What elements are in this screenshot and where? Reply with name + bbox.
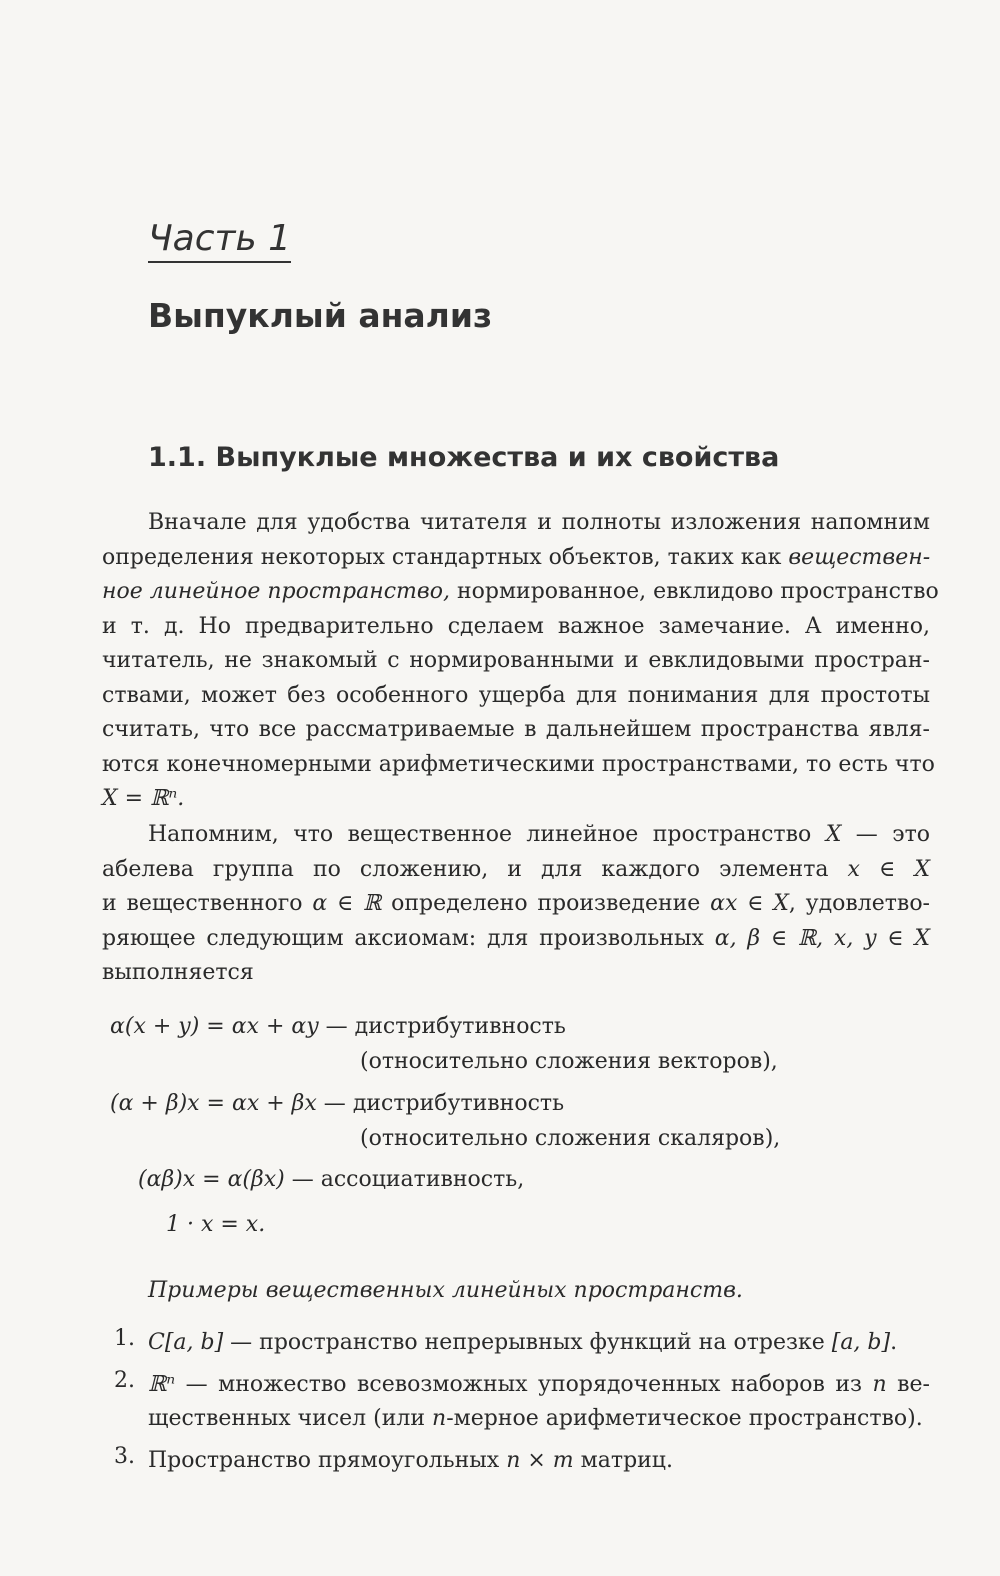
axiom-distributivity-vectors	[110, 1014, 566, 1039]
text-line	[148, 1444, 930, 1478]
axiom-name: дистрибутивность	[354, 1014, 566, 1039]
text-line	[102, 541, 930, 576]
math-span: ℝⁿ	[148, 1372, 176, 1397]
axiom-associativity	[138, 1167, 524, 1192]
text-line	[102, 818, 930, 853]
text-span: -мерное арифметическое пространство).	[446, 1406, 923, 1431]
text-line	[102, 922, 930, 957]
text-span: нормированное, евклидово пространство	[449, 579, 939, 604]
text-span: ве-	[886, 1372, 930, 1397]
part-label: Часть 1	[148, 218, 291, 263]
dash: —	[316, 1091, 353, 1116]
axiom-unit	[166, 1212, 265, 1237]
axiom-note: (относительно сложения скаляров),	[360, 1126, 781, 1151]
math-span: α, β ∈ ℝ, x, y ∈ X	[714, 925, 931, 951]
emphasis-text: веществен-	[788, 544, 931, 570]
math-span: n × m	[506, 1448, 574, 1473]
formula: 1 · x = x.	[166, 1212, 266, 1237]
list-number: 1.	[114, 1326, 135, 1351]
section-title: 1.1. Выпуклые множества и их свойства	[148, 442, 780, 473]
paragraph-definition	[102, 818, 930, 991]
text-line: считать, что все рассматриваемые в дальнейшем пространства явля-	[102, 717, 930, 742]
text-span: определено произведение	[381, 891, 711, 916]
axiom-note: (относительно сложения векторов),	[360, 1049, 778, 1074]
list-text	[148, 1368, 930, 1436]
text-line: и т. д. Но предварительно сделаем важное замечание. А именно,	[102, 613, 930, 639]
text-span: Напомним, что вещественное линейное пространство	[148, 822, 826, 847]
formula: (αβ)x = α(βx)	[138, 1167, 285, 1192]
text-span: щественных чисел (или	[148, 1406, 433, 1431]
math-span: C[a, b]	[148, 1330, 224, 1355]
text-line: читатель, не знакомый с нормированными и евклидовыми простран-	[102, 648, 930, 673]
emphasis-text: ное линейное пространство,	[102, 579, 450, 604]
axiom-distributivity-scalars	[110, 1091, 564, 1116]
text-line	[148, 1368, 930, 1402]
formula: α(x + y) = αx + αy	[110, 1014, 319, 1039]
math-span: x ∈ X	[847, 856, 930, 882]
text-line	[102, 853, 930, 888]
math-span: α ∈ ℝ	[312, 891, 382, 916]
axiom-name: дистрибутивность	[352, 1091, 565, 1116]
text-span: ряющее следующим аксиомам: для произвольных	[102, 925, 715, 951]
text-span: — пространство непрерывных функций на отрезке	[223, 1330, 832, 1355]
text-span: — это	[841, 822, 930, 847]
text-span: Пространство прямоугольных	[148, 1448, 507, 1473]
formula-line: X = ℝⁿ.	[102, 786, 185, 811]
text-span: .	[890, 1330, 898, 1355]
dash: —	[318, 1014, 355, 1039]
examples-title: Примеры вещественных линейных пространств.	[148, 1278, 743, 1303]
part-title: Выпуклый анализ	[148, 296, 493, 335]
text-span: — множество всевозможных упорядоченных наборов из	[175, 1372, 873, 1397]
dash: —	[284, 1167, 321, 1192]
text-line: ствами, может без особенного ущерба для понимания для простоты	[102, 682, 930, 708]
text-line	[102, 887, 930, 922]
text-span: определения некоторых стандартных объектов, таких как	[102, 544, 789, 570]
text-line	[102, 575, 939, 610]
formula: (α + β)x = αx + βx	[110, 1091, 317, 1116]
list-number: 3.	[114, 1444, 135, 1469]
text-span: матриц.	[573, 1448, 673, 1473]
text-span: абелева группа по сложению, и для каждого элемента	[102, 856, 848, 882]
text-line	[148, 1402, 930, 1436]
math-span: X	[825, 822, 842, 847]
list-number: 2.	[114, 1368, 135, 1393]
text-line: ются конечномерными арифметическими пространствами, то есть что	[102, 751, 935, 777]
math-span: n	[872, 1372, 887, 1397]
text-line	[148, 1326, 930, 1360]
math-span: αx ∈ X	[710, 891, 789, 916]
math-span: n	[432, 1406, 447, 1431]
list-text	[148, 1326, 930, 1360]
text-span: , удовлетво-	[788, 891, 930, 916]
math-span: [a, b]	[831, 1330, 891, 1355]
list-text	[148, 1444, 930, 1478]
text-line: выполняется	[102, 960, 254, 985]
text-line: Вначале для удобства читателя и полноты изложения напомним	[148, 510, 930, 535]
paragraph-intro	[102, 506, 939, 817]
text-span: и вещественного	[102, 891, 313, 916]
axiom-name: ассоциативность,	[320, 1167, 525, 1192]
